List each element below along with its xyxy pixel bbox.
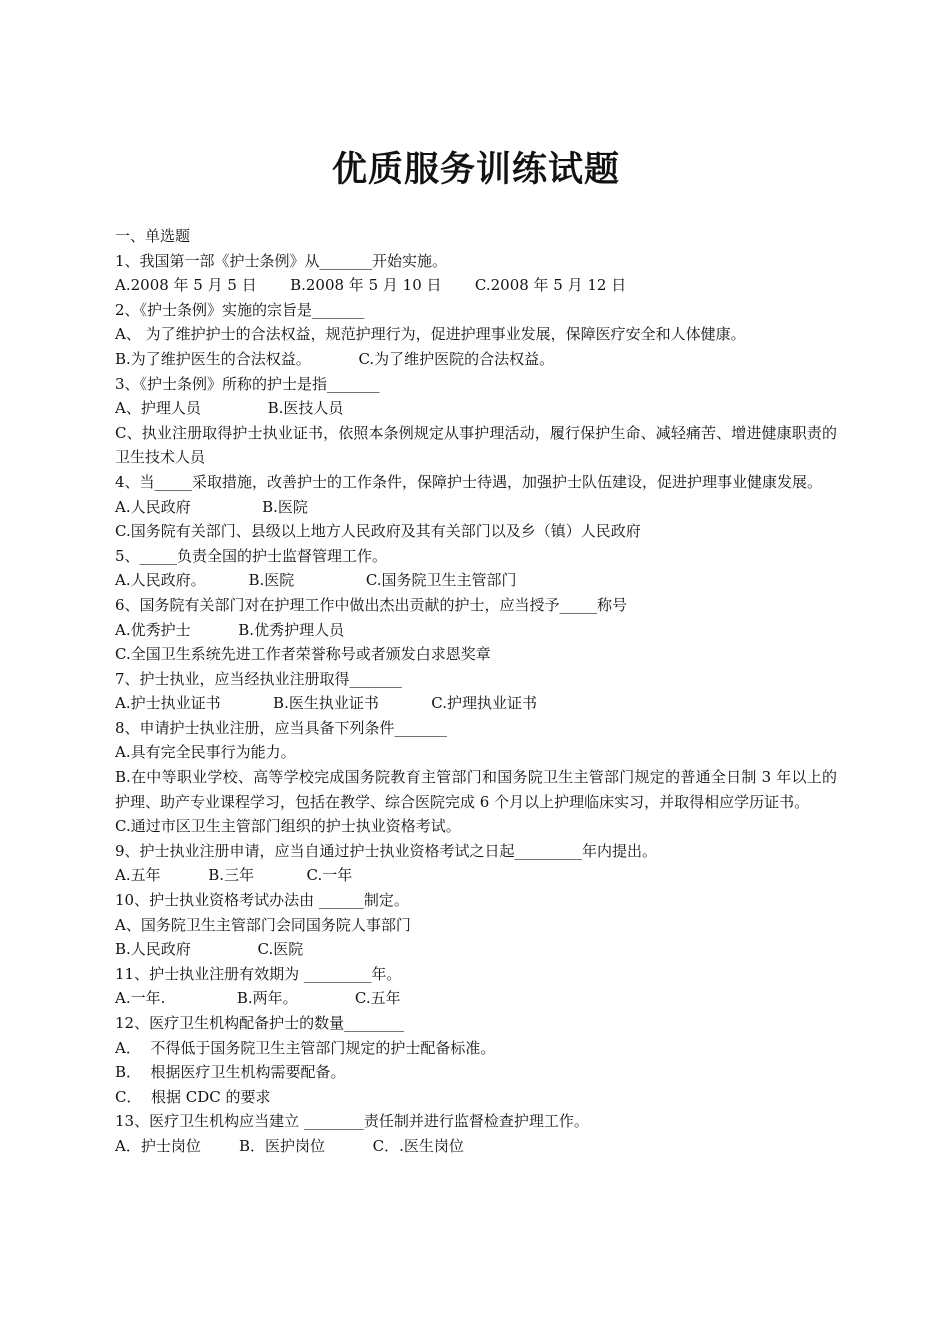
question-13-options: A．护士岗位 B．医护岗位 C．.医生岗位 [115, 1136, 464, 1155]
question-list [115, 224, 837, 1159]
question-11: 11、护士执业注册有效期为 _________年。 [115, 964, 402, 983]
question-12-option-a: A． 不得低于国务院卫生主管部门规定的护士配备标准。 [115, 1038, 496, 1057]
question-7-options: A.护士执业证书 B.医生执业证书 C.护理执业证书 [115, 694, 538, 713]
question-10: 10、护士执业资格考试办法由 ______制定。 [115, 891, 409, 910]
question-8-option-a: A.具有完全民事行为能力。 [115, 743, 296, 762]
question-3-option-c: C、执业注册取得护士执业证书，依照本条例规定从事护理活动，履行保护生命、减轻痛苦、增进健康职责的卫生技术人员 [115, 423, 837, 467]
question-3-options-ab: A、护理人员 B.医技人员 [115, 399, 344, 418]
question-9: 9、护士执业注册申请，应当自通过护士执业资格考试之日起_________年内提出。 [115, 841, 658, 860]
question-5: 5、_____负责全国的护士监督管理工作。 [115, 546, 388, 565]
question-1: 1、我国第一部《护士条例》从_______开始实施。 [115, 251, 448, 270]
question-8-option-c: C.通过市区卫生主管部门组织的护士执业资格考试。 [115, 817, 461, 836]
question-5-options: A.人民政府。 B.医院 C.国务院卫生主管部门 [115, 571, 517, 590]
question-12-option-b: B． 根据医疗卫生机构需要配备。 [115, 1063, 346, 1082]
question-2-options-bc: B.为了维护医生的合法权益。 C.为了维护医院的合法权益。 [115, 349, 555, 368]
question-10-option-a: A、国务院卫生主管部门会同国务院人事部门 [115, 915, 411, 934]
question-12: 12、医疗卫生机构配备护士的数量________ [115, 1014, 405, 1032]
question-2-option-a: A、 为了维护护士的合法权益，规范护理行为，促进护理事业发展，保障医疗安全和人体健康。 [115, 325, 746, 344]
question-4: 4、当_____采取措施，改善护士的工作条件，保障护士待遇，加强护士队伍建设，促进护理事业健康发展。 [115, 472, 823, 491]
question-6: 6、国务院有关部门对在护理工作中做出杰出贡献的护士，应当授予_____称号 [115, 595, 628, 614]
question-8: 8、申请护士执业注册，应当具备下列条件_______ [115, 718, 448, 737]
question-11-options: A.一年. B.两年。 C.五年 [115, 989, 401, 1008]
question-10-options-bc: B.人民政府 C.医院 [115, 940, 304, 959]
question-2: 2、《护士条例》实施的宗旨是_______ [115, 300, 365, 319]
question-9-options: A.五年 B.三年 C.一年 [115, 866, 353, 885]
section-heading: 一、单选题 [115, 227, 191, 245]
question-4-options-ab: A.人民政府 B.医院 [115, 497, 308, 516]
question-6-option-c: C.全国卫生系统先进工作者荣誉称号或者颁发白求恩奖章 [115, 645, 491, 664]
question-13: 13、医疗卫生机构应当建立 ________责任制并进行监督检查护理工作。 [115, 1112, 589, 1131]
question-8-option-b: B.在中等职业学校、高等学校完成国务院教育主管部门和国务院卫生主管部门规定的普通全日制 3 年以上的护理、助产专业课程学习，包括在教学、综合医院完成 6 个月以上护理临床实习，并取得相应学历证书。 [115, 768, 837, 811]
question-3: 3、《护士条例》所称的护士是指_______ [115, 374, 380, 393]
question-6-options-ab: A.优秀护士 B.优秀护理人员 [115, 620, 345, 639]
question-7: 7、护士执业，应当经执业注册取得_______ [115, 669, 403, 688]
question-12-option-c: C． 根据 CDC 的要求 [115, 1087, 271, 1106]
document-title: 优质服务训练试题 [331, 149, 620, 190]
question-4-option-c: C.国务院有关部门、县级以上地方人民政府及其有关部门以及乡（镇）人民政府 [115, 522, 641, 541]
question-1-options: A.2008 年 5 月 5 日 B.2008 年 5 月 10 日 C.2008 年 5 月 12 日 [115, 276, 627, 295]
